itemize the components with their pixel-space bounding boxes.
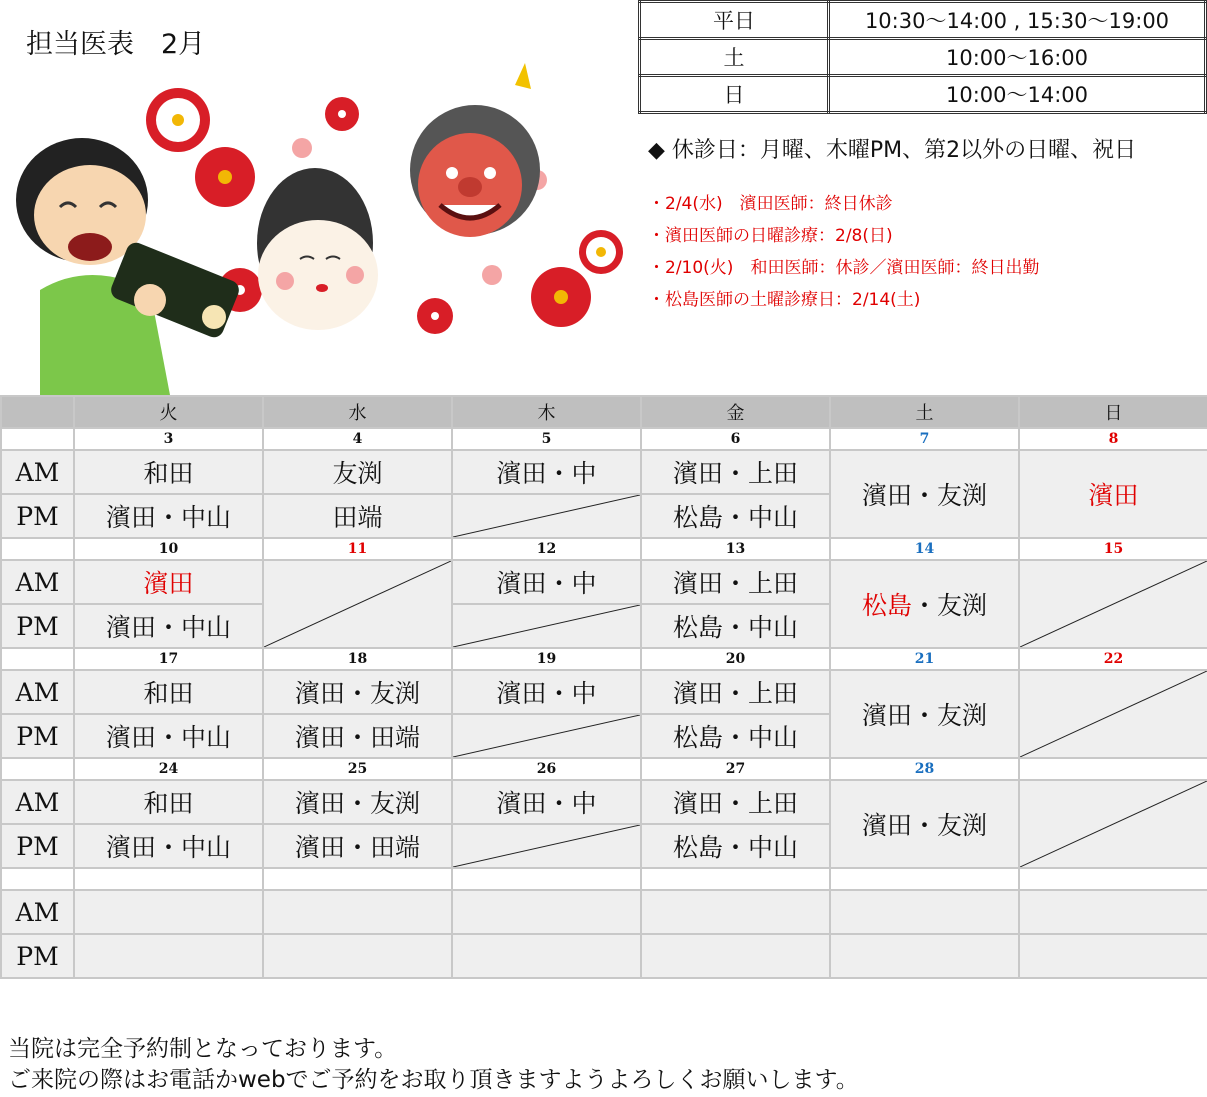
hours-time: 10:00～14:00 <box>829 76 1206 113</box>
doctor-cell: 濱田・中山 <box>74 494 263 538</box>
closed-slash-cell <box>452 494 641 538</box>
pm-label: PM <box>1 934 74 978</box>
date-cell: 12 <box>452 538 641 560</box>
weekday-header: 日 <box>1019 396 1207 428</box>
doctor-cell <box>641 890 830 934</box>
date-row <box>1 758 1207 780</box>
am-label: AM <box>1 450 74 494</box>
date-cell: 5 <box>452 428 641 450</box>
closed-slash-cell <box>1019 560 1207 648</box>
am-row <box>1 670 1207 714</box>
date-cell: 15 <box>1019 538 1207 560</box>
hours-row-weekday <box>640 2 1206 39</box>
doctor-name: ・友渕 <box>912 591 988 620</box>
page-title: 担当医表 2月 <box>26 29 206 60</box>
doctor-cell <box>74 934 263 978</box>
doctor-cell: 濱田・中山 <box>74 604 263 648</box>
date-cell: 10 <box>74 538 263 560</box>
pm-label: PM <box>1 824 74 868</box>
date-cell: 28 <box>830 758 1019 780</box>
date-cell: 18 <box>263 648 452 670</box>
date-cell: 17 <box>74 648 263 670</box>
date-cell: 26 <box>452 758 641 780</box>
date-blank <box>1 868 74 890</box>
doctor-cell: 濱田・中 <box>452 670 641 714</box>
weekday-header: 金 <box>641 396 830 428</box>
date-row <box>1 428 1207 450</box>
doctor-cell: 濱田・友渕 <box>830 670 1019 758</box>
business-hours-table <box>638 0 1207 114</box>
am-row <box>1 890 1207 934</box>
am-row <box>1 560 1207 604</box>
doctor-cell: 松島・中山 <box>641 824 830 868</box>
doctor-cell: 濱田・上田 <box>641 560 830 604</box>
date-cell <box>830 868 1019 890</box>
doctor-cell: 田端 <box>263 494 452 538</box>
hours-time: 10:30～14:00 , 15:30～19:00 <box>829 2 1206 39</box>
date-cell: 25 <box>263 758 452 780</box>
doctor-cell <box>1019 934 1207 978</box>
am-label: AM <box>1 780 74 824</box>
doctor-cell: 濱田 <box>74 560 263 604</box>
doctor-cell: 和田 <box>74 450 263 494</box>
am-label: AM <box>1 670 74 714</box>
weekday-header: 木 <box>452 396 641 428</box>
doctor-cell: 友渕 <box>263 450 452 494</box>
doctor-cell <box>1019 890 1207 934</box>
date-cell: 22 <box>1019 648 1207 670</box>
date-cell: 13 <box>641 538 830 560</box>
date-cell: 6 <box>641 428 830 450</box>
closed-slash-cell <box>1019 670 1207 758</box>
doctor-cell: 松島・中山 <box>641 714 830 758</box>
doctor-cell: 濱田・上田 <box>641 450 830 494</box>
doctor-cell: 濱田・中山 <box>74 824 263 868</box>
hours-row-saturday <box>640 39 1206 76</box>
doctor-cell: 濱田・上田 <box>641 780 830 824</box>
date-blank <box>1 758 74 780</box>
doctor-cell: 和田 <box>74 670 263 714</box>
doctor-cell: 濱田・中山 <box>74 714 263 758</box>
setsubun-illustration <box>0 55 640 395</box>
doctor-name-highlight: 松島 <box>861 591 912 620</box>
date-row <box>1 538 1207 560</box>
date-cell <box>1019 868 1207 890</box>
doctor-cell: 濱田 <box>1019 450 1207 538</box>
date-row <box>1 648 1207 670</box>
doctor-cell: 濱田・友渕 <box>263 780 452 824</box>
am-row <box>1 450 1207 494</box>
date-cell <box>641 868 830 890</box>
doctor-cell <box>641 934 830 978</box>
weekday-header: 火 <box>74 396 263 428</box>
doctor-cell: 松島・中山 <box>641 494 830 538</box>
doctor-cell <box>74 890 263 934</box>
doctor-cell <box>452 890 641 934</box>
pm-label: PM <box>1 494 74 538</box>
doctor-cell: 濱田・田端 <box>263 824 452 868</box>
date-blank <box>1 428 74 450</box>
date-cell: 19 <box>452 648 641 670</box>
am-label: AM <box>1 560 74 604</box>
date-cell <box>1019 758 1207 780</box>
date-cell: 20 <box>641 648 830 670</box>
pm-label: PM <box>1 714 74 758</box>
date-cell <box>263 868 452 890</box>
doctor-cell: 濱田・友渕 <box>263 670 452 714</box>
doctor-cell <box>830 934 1019 978</box>
date-cell: 8 <box>1019 428 1207 450</box>
hours-day-label: 日 <box>640 76 829 113</box>
doctor-cell: 濱田・中 <box>452 560 641 604</box>
oni-icon <box>410 63 540 237</box>
date-cell: 7 <box>830 428 1019 450</box>
am-row <box>1 780 1207 824</box>
notice-item: ・2/10(火) 和田医師：休診／濱田医師：終日出勤 <box>648 258 1040 278</box>
closed-days-note: ◆ 休診日：月曜、木曜PM、第2以外の日曜、祝日 <box>648 138 1137 163</box>
notices-list <box>648 188 1039 316</box>
corner-cell <box>1 396 74 428</box>
closed-slash-cell <box>263 560 452 648</box>
doctor-schedule-table <box>0 395 1207 979</box>
date-cell: 14 <box>830 538 1019 560</box>
am-label: AM <box>1 890 74 934</box>
otafuku-icon <box>257 168 378 330</box>
date-cell: 27 <box>641 758 830 780</box>
footer-line: 当院は完全予約制となっております。 <box>8 1036 398 1062</box>
weekday-header: 水 <box>263 396 452 428</box>
doctor-cell: 濱田・友渕 <box>830 450 1019 538</box>
doctor-cell: 濱田・上田 <box>641 670 830 714</box>
pm-label: PM <box>1 604 74 648</box>
hours-day-label: 平日 <box>640 2 829 39</box>
date-cell: 4 <box>263 428 452 450</box>
doctor-cell: 濱田・田端 <box>263 714 452 758</box>
hours-row-sunday <box>640 76 1206 113</box>
closed-slash-cell <box>452 604 641 648</box>
doctor-cell: 濱田・友渕 <box>830 780 1019 868</box>
notice-item: ・濱田医師の日曜診療：2/8(日) <box>648 226 893 246</box>
date-cell <box>74 868 263 890</box>
notice-item: ・2/4(水) 濱田医師：終日休診 <box>648 194 893 214</box>
date-blank <box>1 538 74 560</box>
doctor-cell <box>452 934 641 978</box>
pm-row <box>1 934 1207 978</box>
weekday-header-row <box>1 396 1207 428</box>
date-cell: 24 <box>74 758 263 780</box>
doctor-cell: 松島・中山 <box>641 604 830 648</box>
doctor-cell: 和田 <box>74 780 263 824</box>
weekday-header: 土 <box>830 396 1019 428</box>
doctor-cell <box>830 890 1019 934</box>
doctor-cell <box>830 560 1019 648</box>
hours-time: 10:00～16:00 <box>829 39 1206 76</box>
notice-item: ・松島医師の土曜診療日：2/14(土) <box>648 290 921 310</box>
closed-slash-cell <box>1019 780 1207 868</box>
doctor-cell: 濱田・中 <box>452 450 641 494</box>
doctor-cell: 濱田・中 <box>452 780 641 824</box>
doctor-cell <box>263 934 452 978</box>
date-cell: 11 <box>263 538 452 560</box>
date-row <box>1 868 1207 890</box>
date-cell: 3 <box>74 428 263 450</box>
closed-slash-cell <box>452 824 641 868</box>
reservation-notice <box>8 1034 859 1096</box>
date-cell: 21 <box>830 648 1019 670</box>
closed-slash-cell <box>452 714 641 758</box>
hours-day-label: 土 <box>640 39 829 76</box>
date-cell <box>452 868 641 890</box>
date-blank <box>1 648 74 670</box>
footer-line: ご来院の際はお電話かwebでご予約をお取り頂きますようよろしくお願いします。 <box>8 1067 859 1093</box>
doctor-cell <box>263 890 452 934</box>
